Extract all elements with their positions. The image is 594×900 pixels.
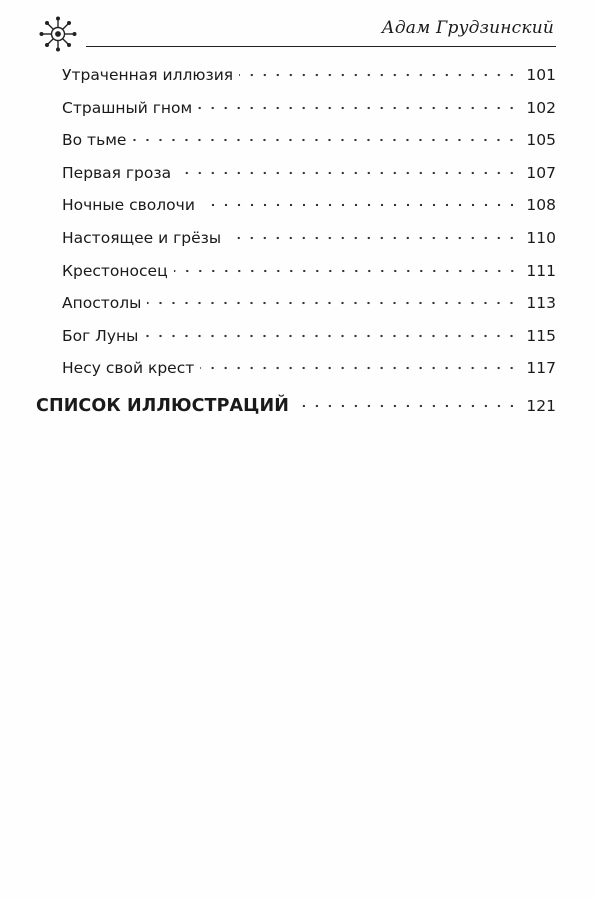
toc-leader-dots xyxy=(177,171,518,175)
toc-entry-title: Первая гроза xyxy=(62,163,172,182)
toc-entry-page: 115 xyxy=(526,326,556,345)
toc-entry-title: Утраченная иллюзия xyxy=(62,66,234,84)
toc-entry-page: 102 xyxy=(526,98,556,117)
toc-entry-title: Настоящее и грёзы xyxy=(62,228,222,247)
toc-section-illustrations[interactable] xyxy=(36,396,556,416)
toc-entry[interactable] xyxy=(62,294,556,327)
toc-leader-dots xyxy=(239,73,518,77)
toc-section-title: СПИСОК ИЛЛЮСТРАЦИЙ xyxy=(36,396,289,416)
toc-leader-dots xyxy=(132,138,518,142)
running-header xyxy=(36,14,556,54)
toc-leader-dots xyxy=(200,366,518,370)
toc-entry-page: 110 xyxy=(526,228,556,247)
toc-section-page: 121 xyxy=(526,397,556,415)
header-author: Адам Грудзинский xyxy=(381,18,554,38)
toc-entry-page: 111 xyxy=(526,261,556,280)
toc-leader-dots xyxy=(147,301,518,305)
table-of-contents xyxy=(62,66,556,392)
toc-entry[interactable] xyxy=(62,229,556,262)
toc-entry[interactable] xyxy=(62,196,556,229)
toc-entry-title: Крестоносец xyxy=(62,261,168,280)
toc-entry-page: 117 xyxy=(526,359,556,378)
toc-leader-dots xyxy=(198,106,518,110)
toc-entry-title: Во тьме xyxy=(62,131,127,150)
toc-leader-dots xyxy=(227,236,518,240)
toc-entry-page: 107 xyxy=(526,163,556,182)
toc-entry[interactable] xyxy=(62,359,556,392)
header-rule xyxy=(86,46,556,47)
toc-entry-title: Страшный гном xyxy=(62,98,193,117)
toc-entry-page: 113 xyxy=(526,294,556,313)
toc-entry-title: Бог Луны xyxy=(62,326,139,345)
toc-entry-page: 105 xyxy=(526,131,556,150)
toc-entry-title: Апостолы xyxy=(62,294,142,313)
toc-entry[interactable] xyxy=(62,66,556,99)
toc-entry-page: 101 xyxy=(526,66,556,84)
toc-leader-dots xyxy=(201,203,519,207)
toc-entry-page: 108 xyxy=(526,196,556,215)
toc-entry[interactable] xyxy=(62,99,556,132)
toc-entry[interactable] xyxy=(62,131,556,164)
toc-leader-dots xyxy=(299,404,518,408)
toc-entry[interactable] xyxy=(62,164,556,197)
toc-entry-title: Ночные сволочи xyxy=(62,196,195,215)
toc-leader-dots xyxy=(144,334,518,338)
flower-ornament-icon xyxy=(36,14,80,54)
toc-entry-title: Несу свой крест xyxy=(62,359,195,378)
toc-leader-dots xyxy=(174,269,519,273)
toc-entry[interactable] xyxy=(62,262,556,295)
toc-entry[interactable] xyxy=(62,327,556,360)
